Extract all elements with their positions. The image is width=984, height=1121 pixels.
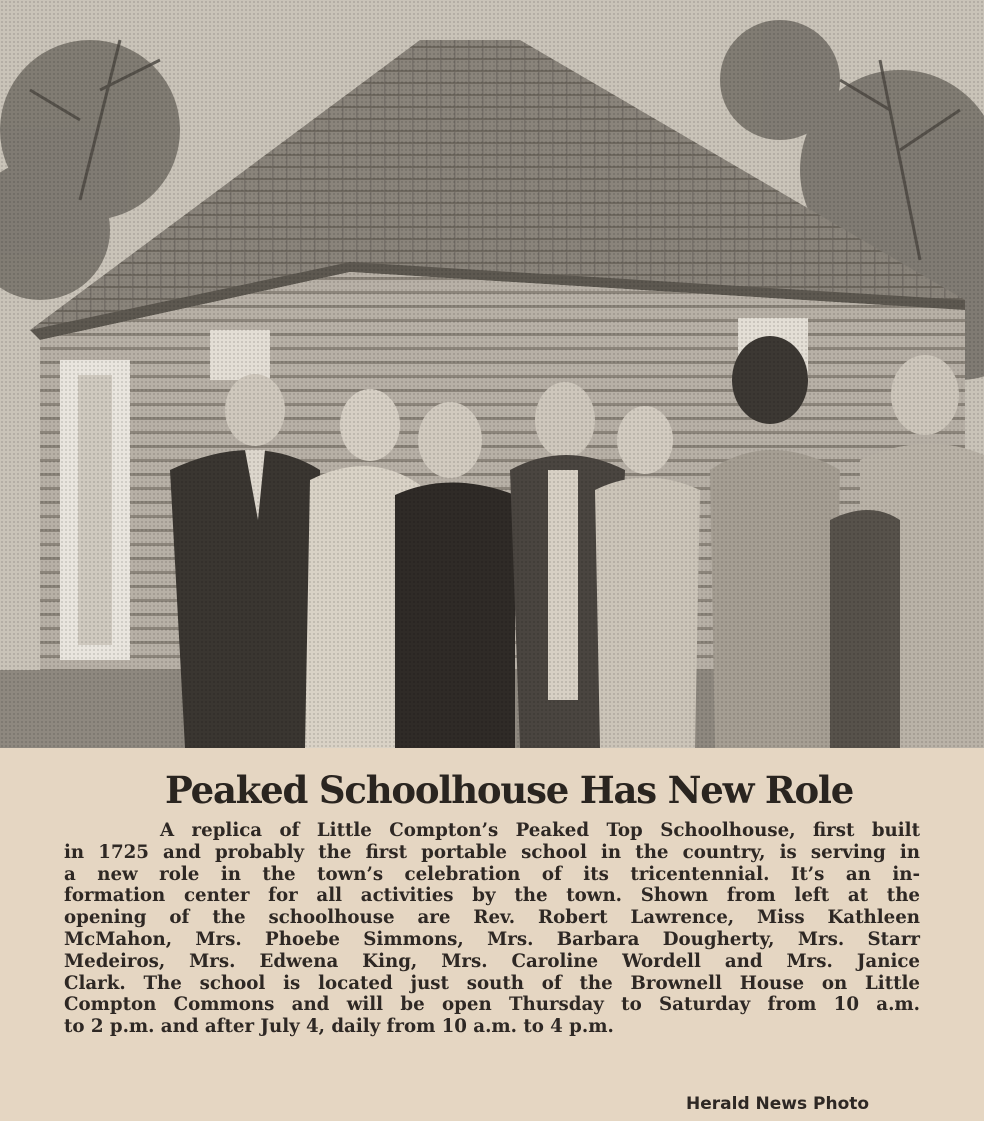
headline: Peaked Schoolhouse Has New Role [165,768,854,812]
article-body [64,820,920,1038]
body-line: formation center for all activities by the town. Shown from left at the [64,885,920,907]
body-line: McMahon, Mrs. Phoebe Simmons, Mrs. Barbara Dougherty, Mrs. Starr [64,928,920,950]
body-line: Compton Commons and will be open Thursday to Saturday from 10 a.m. [64,994,920,1016]
caption-block [0,748,984,1121]
body-line: to 2 p.m. and after July 4, daily from 10 a.m. to 4 p.m. [64,1016,614,1038]
photo-credit: Herald News Photo [686,1094,870,1114]
body-line: Clark. The school is located just south of the Brownell House on Little [64,972,920,994]
body-line: a new role in the town’s celebration of its tricentennial. It’s an in- [64,863,920,885]
body-line: A replica of Little Compton’s Peaked Top Schoolhouse, first built [160,820,920,841]
body-line: in 1725 and probably the first portable school in the country, is serving in [64,841,920,863]
body-line: opening of the schoolhouse are Rev. Robert Lawrence, Miss Kathleen [64,907,920,929]
body-line: Medeiros, Mrs. Edwena King, Mrs. Caroline Wordell and Mrs. Janice [64,950,920,972]
